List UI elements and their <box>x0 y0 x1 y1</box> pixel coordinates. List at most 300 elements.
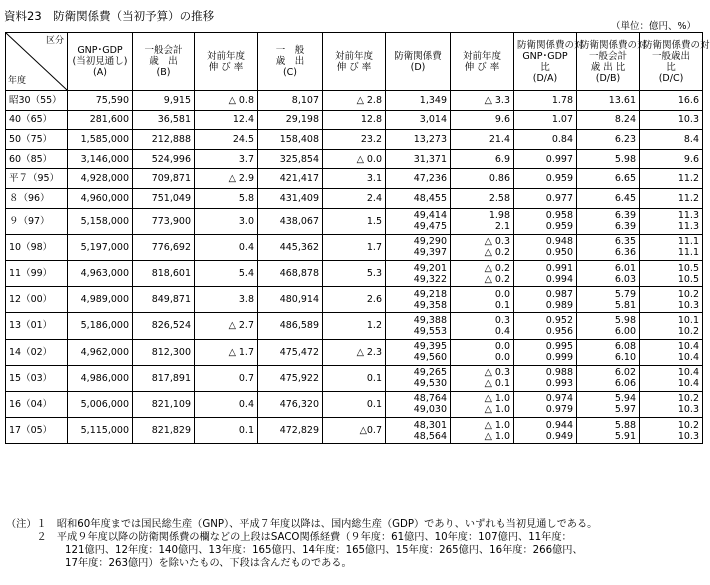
ratio-genexp-cell <box>640 149 703 169</box>
general-rate-cell: 24.5 <box>195 130 258 150</box>
cell-value: 0.974 <box>545 393 573 405</box>
cell-value: 49,414 <box>413 210 447 222</box>
general-expenditure-cell: 468,878 <box>258 260 323 286</box>
gnp-cell: 5,186,000 <box>68 313 133 339</box>
header-text: (B) <box>156 67 171 78</box>
ratio-gnp-cell <box>514 287 577 313</box>
cell-value: 10.5 <box>677 262 699 274</box>
cell-value: 5.81 <box>614 299 636 311</box>
ratio-gnp-cell <box>514 260 577 286</box>
header-row <box>6 33 703 91</box>
year-cell: 16（04） <box>6 391 68 417</box>
header-text: GNP･GDP <box>77 45 123 56</box>
gnp-cell: 3,146,000 <box>68 149 133 169</box>
defense-cell <box>386 91 451 111</box>
cell-value: 11.1 <box>677 236 699 248</box>
ratio-genexp-cell <box>640 365 703 391</box>
general-expenditure-cell: 421,417 <box>258 169 323 189</box>
defense-cell <box>386 208 451 234</box>
cell-value: 16.6 <box>677 94 699 106</box>
ratio-general-cell <box>577 234 640 260</box>
table-row <box>6 130 703 150</box>
gnp-cell: 4,986,000 <box>68 365 133 391</box>
defense-cell <box>386 313 451 339</box>
ratio-gnp-cell <box>514 188 577 208</box>
ratio-gnp-cell <box>514 169 577 189</box>
cell-value: 5.94 <box>614 393 636 405</box>
gen-exp-rate-cell: 5.3 <box>323 260 386 286</box>
general-expenditure-cell: 472,829 <box>258 418 323 444</box>
ratio-general-cell <box>577 339 640 365</box>
header-text: 比 <box>540 61 550 73</box>
cell-value: 0.991 <box>545 262 573 274</box>
year-cell: 昭30（55） <box>6 91 68 111</box>
general-expenditure-cell: 475,472 <box>258 339 323 365</box>
defense-rate-cell <box>451 234 514 260</box>
cell-value: 8.4 <box>683 133 699 145</box>
defense-cell <box>386 188 451 208</box>
gen-exp-rate-cell: 1.5 <box>323 208 386 234</box>
general-expenditure-cell: 158,408 <box>258 130 323 150</box>
general-expenditure-cell: 431,409 <box>258 188 323 208</box>
cell-value: △ 1.0 <box>484 393 510 405</box>
header-text: (当初見通し) <box>72 56 128 67</box>
ratio-gnp-cell <box>514 418 577 444</box>
defense-rate-cell <box>451 149 514 169</box>
cell-value: 0.993 <box>545 378 573 390</box>
defense-cell <box>386 339 451 365</box>
header-text: 対前年度 <box>334 50 373 62</box>
defense-header <box>386 33 451 91</box>
general-account-cell: 826,524 <box>133 313 195 339</box>
year-cell: 13（01） <box>6 313 68 339</box>
defense-rate-cell <box>451 418 514 444</box>
table-row <box>6 365 703 391</box>
cell-value: △ 1.0 <box>484 404 510 416</box>
defense-cell <box>386 287 451 313</box>
header-text: 防衛関係費の対 <box>580 39 647 51</box>
ratio-general-cell <box>577 110 640 130</box>
cell-value: 0.0 <box>494 341 510 353</box>
header-text: 対前年度 <box>206 50 245 62</box>
header-text: 伸 び 率 <box>464 61 500 73</box>
cell-value: 0.994 <box>545 273 573 285</box>
general-rate-cell: 12.4 <box>195 110 258 130</box>
cell-value: 47,236 <box>413 173 447 185</box>
general-rate-header <box>195 33 258 91</box>
cell-value: 5.98 <box>614 153 636 165</box>
cell-value: 0.979 <box>545 404 573 416</box>
cell-value: 6.45 <box>614 192 636 204</box>
cell-value: 0.4 <box>494 325 510 337</box>
year-cell: 平７（95） <box>6 169 68 189</box>
cell-value: 31,371 <box>413 153 447 165</box>
cell-value: 9.6 <box>683 153 699 165</box>
ratio-general-cell <box>577 260 640 286</box>
cell-value: 6.03 <box>614 273 636 285</box>
general-account-cell: 776,692 <box>133 234 195 260</box>
general-account-cell: 9,915 <box>133 91 195 111</box>
general-rate-cell: 5.8 <box>195 188 258 208</box>
general-account-cell: 821,109 <box>133 391 195 417</box>
table-row <box>6 391 703 417</box>
cell-value: 10.4 <box>677 378 699 390</box>
cell-value: 0.999 <box>545 352 573 364</box>
cell-value: 2.58 <box>488 192 510 204</box>
general-rate-cell: 0.4 <box>195 391 258 417</box>
defense-rate-header <box>451 33 514 91</box>
general-expenditure-cell: 325,854 <box>258 149 323 169</box>
cell-value: 6.08 <box>614 341 636 353</box>
header-text: 防衛関係費の対 <box>643 39 710 51</box>
cell-value: 48,455 <box>413 192 447 204</box>
header-text: 歳 出 <box>149 56 178 67</box>
header-text: (A) <box>93 67 107 78</box>
defense-rate-cell <box>451 287 514 313</box>
gen-exp-rate-header <box>323 33 386 91</box>
cell-value: 49,265 <box>413 367 447 379</box>
ratio-general-cell <box>577 149 640 169</box>
cell-value: 6.23 <box>614 133 636 145</box>
corner-top-label: 区分 <box>45 36 64 46</box>
gen-exp-rate-cell: 12.8 <box>323 110 386 130</box>
cell-value: 10.3 <box>677 430 699 442</box>
ratio-genexp-cell <box>640 260 703 286</box>
cell-value: 0.987 <box>545 288 573 300</box>
general-account-cell: 773,900 <box>133 208 195 234</box>
ratio-general-cell <box>577 313 640 339</box>
defense-cell <box>386 365 451 391</box>
defense-cell <box>386 391 451 417</box>
cell-value: 49,218 <box>413 288 447 300</box>
gnp-cell: 4,960,000 <box>68 188 133 208</box>
cell-value: 6.39 <box>614 210 636 222</box>
cell-value: 6.01 <box>614 262 636 274</box>
table-row <box>6 169 703 189</box>
gnp-cell: 4,963,000 <box>68 260 133 286</box>
table-body <box>6 91 703 444</box>
general-account-header <box>133 33 195 91</box>
cell-value: 0.959 <box>545 221 573 233</box>
general-account-cell: 212,888 <box>133 130 195 150</box>
table-row <box>6 110 703 130</box>
general-rate-cell: △ 2.9 <box>195 169 258 189</box>
general-expenditure-header <box>258 33 323 91</box>
defense-rate-cell <box>451 260 514 286</box>
year-cell: 11（99） <box>6 260 68 286</box>
year-cell: 60（85） <box>6 149 68 169</box>
general-rate-cell: △ 1.7 <box>195 339 258 365</box>
ratio-gnp-cell <box>514 365 577 391</box>
table-row <box>6 418 703 444</box>
year-cell: 50（75） <box>6 130 68 150</box>
defense-rate-cell <box>451 391 514 417</box>
gnp-cell: 4,928,000 <box>68 169 133 189</box>
defense-rate-cell <box>451 130 514 150</box>
cell-value: 5.91 <box>614 430 636 442</box>
table-row <box>6 234 703 260</box>
cell-value: 0.944 <box>545 419 573 431</box>
general-rate-cell: 3.0 <box>195 208 258 234</box>
cell-value: 13,273 <box>413 133 447 145</box>
cell-value: 49,388 <box>413 314 447 326</box>
cell-value: 10.2 <box>677 325 699 337</box>
cell-value: 0.977 <box>545 192 573 204</box>
general-rate-cell: △ 0.8 <box>195 91 258 111</box>
header-text: 一般会計 <box>144 45 183 56</box>
defense-rate-cell <box>451 339 514 365</box>
cell-value: 49,397 <box>413 247 447 259</box>
ratio-general-header <box>577 33 647 91</box>
defense-rate-cell <box>451 91 514 111</box>
cell-value: 0.988 <box>545 367 573 379</box>
header-text: (D/B) <box>595 72 621 84</box>
cell-value: 10.4 <box>677 352 699 364</box>
cell-value: 5.97 <box>614 404 636 416</box>
defense-rate-cell <box>451 365 514 391</box>
header-text: 一般歳出 <box>651 50 690 62</box>
corner-header <box>6 33 68 91</box>
cell-value: 13.61 <box>608 94 636 106</box>
cell-value: △ 0.1 <box>484 378 510 390</box>
ratio-genexp-cell <box>640 169 703 189</box>
cell-value: 0.949 <box>545 430 573 442</box>
footnotes <box>6 518 702 570</box>
ratio-genexp-cell <box>640 130 703 150</box>
note-line: 121億円、12年度：140億円、13年度：165億円、14年度：165億円、15年度：265億円、16年度：266億円、 <box>65 545 583 556</box>
ratio-general-cell <box>577 418 640 444</box>
ratio-general-cell <box>577 208 640 234</box>
ratio-gnp-cell <box>514 110 577 130</box>
cell-value: △ 0.3 <box>484 236 510 248</box>
cell-value: 11.2 <box>677 173 699 185</box>
header-text: 比 <box>666 61 676 73</box>
cell-value: 6.9 <box>494 153 510 165</box>
cell-value: 6.36 <box>614 247 636 259</box>
general-expenditure-cell: 480,914 <box>258 287 323 313</box>
table-row <box>6 91 703 111</box>
cell-value: 0.948 <box>545 236 573 248</box>
header-text: GNP･GDP <box>522 50 568 62</box>
table-row <box>6 339 703 365</box>
general-account-cell: 709,871 <box>133 169 195 189</box>
header-text: (C) <box>282 67 298 78</box>
general-account-cell: 36,581 <box>133 110 195 130</box>
cell-value: 0.952 <box>545 314 573 326</box>
gnp-cell: 5,115,000 <box>68 418 133 444</box>
general-expenditure-cell: 475,922 <box>258 365 323 391</box>
ratio-genexp-cell <box>640 208 703 234</box>
cell-value: 10.1 <box>677 314 699 326</box>
ratio-genexp-cell <box>640 110 703 130</box>
gnp-cell: 5,006,000 <box>68 391 133 417</box>
defense-cell <box>386 169 451 189</box>
cell-value: 0.950 <box>545 247 573 259</box>
table-row <box>6 287 703 313</box>
cell-value: 10.2 <box>677 393 699 405</box>
gen-exp-rate-cell: 3.1 <box>323 169 386 189</box>
year-cell: 10（98） <box>6 234 68 260</box>
cell-value: △ 3.3 <box>484 94 510 106</box>
cell-value: 49,530 <box>413 378 447 390</box>
cell-value: 10.2 <box>677 288 699 300</box>
defense-cell <box>386 149 451 169</box>
general-rate-cell: 3.8 <box>195 287 258 313</box>
cell-value: 49,201 <box>413 262 447 274</box>
gnp-cell: 4,962,000 <box>68 339 133 365</box>
general-account-cell: 812,300 <box>133 339 195 365</box>
header-text: 一 般 <box>275 45 305 56</box>
note-line: 17年度：263億円）を除いたもの、下段は含んだものである。 <box>65 558 352 569</box>
header-text: 伸 び 率 <box>208 61 244 73</box>
cell-value: 6.02 <box>614 367 636 379</box>
cell-value: 0.0 <box>494 288 510 300</box>
cell-value: 6.35 <box>614 236 636 248</box>
cell-value: 5.98 <box>614 314 636 326</box>
general-rate-cell: 3.7 <box>195 149 258 169</box>
cell-value: 48,564 <box>413 430 447 442</box>
general-expenditure-cell: 445,362 <box>258 234 323 260</box>
cell-value: 48,301 <box>413 419 447 431</box>
gen-exp-rate-cell: 2.4 <box>323 188 386 208</box>
gen-exp-rate-cell: 1.7 <box>323 234 386 260</box>
gen-exp-rate-cell: △0.7 <box>323 418 386 444</box>
ratio-gnp-cell <box>514 91 577 111</box>
cell-value: 21.4 <box>488 133 510 145</box>
cell-value: 6.65 <box>614 173 636 185</box>
cell-value: △ 1.0 <box>484 430 510 442</box>
cell-value: 8.24 <box>614 114 636 126</box>
page-title: 資料23 防衛関係費（当初予算）の推移 <box>4 9 215 23</box>
cell-value: 49,553 <box>413 325 447 337</box>
defense-rate-cell <box>451 188 514 208</box>
cell-value: △ 0.2 <box>484 247 510 259</box>
cell-value: 0.989 <box>545 299 573 311</box>
cell-value: 11.1 <box>677 247 699 259</box>
table-row <box>6 149 703 169</box>
cell-value: 0.0 <box>494 352 510 364</box>
header-text: (D/A) <box>532 72 558 84</box>
note-line: （注）１ 昭和60年度までは国民総生産（GNP）、平成７年度以降は、国内総生産（GDP）であり、いずれも当初見通しである。 <box>6 519 598 530</box>
general-expenditure-cell: 8,107 <box>258 91 323 111</box>
cell-value: 0.959 <box>545 173 573 185</box>
general-rate-cell: 0.4 <box>195 234 258 260</box>
year-cell: 12（00） <box>6 287 68 313</box>
table-row <box>6 188 703 208</box>
cell-value: 49,322 <box>413 273 447 285</box>
general-rate-cell: 5.4 <box>195 260 258 286</box>
table-row <box>6 313 703 339</box>
general-rate-cell: 0.7 <box>195 365 258 391</box>
cell-value: 0.956 <box>545 325 573 337</box>
cell-value: 10.3 <box>677 114 699 126</box>
defense-cell <box>386 130 451 150</box>
gnp-cell: 4,989,000 <box>68 287 133 313</box>
ratio-genexp-cell <box>640 234 703 260</box>
cell-value: 6.06 <box>614 378 636 390</box>
cell-value: △ 1.0 <box>484 419 510 431</box>
defense-rate-cell <box>451 169 514 189</box>
year-cell: 17（05） <box>6 418 68 444</box>
unit-label: （単位：億円、%） <box>610 21 696 32</box>
general-expenditure-cell: 29,198 <box>258 110 323 130</box>
defense-cell <box>386 234 451 260</box>
header-text: 歳 出 比 <box>590 61 626 73</box>
cell-value: 9.6 <box>494 114 510 126</box>
gen-exp-rate-cell: 0.1 <box>323 391 386 417</box>
header-text: 防衛関係費 <box>394 50 442 62</box>
defense-cell <box>386 418 451 444</box>
cell-value: 49,358 <box>413 299 447 311</box>
gen-exp-rate-cell: 0.1 <box>323 365 386 391</box>
ratio-general-cell <box>577 130 640 150</box>
corner-bottom-label: 年度 <box>8 76 27 86</box>
header-text: (D/C) <box>658 72 684 84</box>
defense-cell <box>386 110 451 130</box>
cell-value: 11.2 <box>677 192 699 204</box>
year-cell: 15（03） <box>6 365 68 391</box>
cell-value: 0.86 <box>488 173 510 185</box>
gen-exp-rate-cell: △ 0.0 <box>323 149 386 169</box>
cell-value: 49,395 <box>413 341 447 353</box>
gen-exp-rate-cell: 2.6 <box>323 287 386 313</box>
table-row <box>6 260 703 286</box>
general-account-cell: 524,996 <box>133 149 195 169</box>
gen-exp-rate-cell: 23.2 <box>323 130 386 150</box>
gnp-cell: 75,590 <box>68 91 133 111</box>
ratio-general-cell <box>577 91 640 111</box>
general-account-cell: 751,049 <box>133 188 195 208</box>
defense-cell <box>386 260 451 286</box>
defense-rate-cell <box>451 208 514 234</box>
gnp-cell: 281,600 <box>68 110 133 130</box>
cell-value: 0.3 <box>494 314 510 326</box>
cell-value: 6.10 <box>614 352 636 364</box>
cell-value: 0.84 <box>551 133 573 145</box>
gen-exp-rate-cell: △ 2.3 <box>323 339 386 365</box>
cell-value: 0.958 <box>545 210 573 222</box>
ratio-gnp-cell <box>514 391 577 417</box>
ratio-gnp-cell <box>514 313 577 339</box>
ratio-gnp-cell <box>514 208 577 234</box>
ratio-genexp-cell <box>640 287 703 313</box>
ratio-gnp-cell <box>514 234 577 260</box>
cell-value: 10.2 <box>677 419 699 431</box>
cell-value: 49,030 <box>413 404 447 416</box>
cell-value: 5.79 <box>614 288 636 300</box>
gnp-cell: 5,197,000 <box>68 234 133 260</box>
general-account-cell: 818,601 <box>133 260 195 286</box>
cell-value: 11.3 <box>677 221 699 233</box>
ratio-genexp-cell <box>640 391 703 417</box>
ratio-general-cell <box>577 188 640 208</box>
cell-value: 10.5 <box>677 273 699 285</box>
ratio-genexp-cell <box>640 339 703 365</box>
cell-value: 0.995 <box>545 341 573 353</box>
ratio-gnp-cell <box>514 339 577 365</box>
ratio-genexp-header <box>640 33 710 91</box>
header-text: 防衛関係費の対 <box>517 39 584 51</box>
cell-value: 6.00 <box>614 325 636 337</box>
header-text: 対前年度 <box>462 50 501 62</box>
ratio-gnp-header <box>514 33 584 91</box>
general-rate-cell: 0.1 <box>195 418 258 444</box>
general-account-cell: 849,871 <box>133 287 195 313</box>
year-cell: 40（65） <box>6 110 68 130</box>
ratio-general-cell <box>577 391 640 417</box>
ratio-gnp-cell <box>514 130 577 150</box>
general-account-cell: 821,829 <box>133 418 195 444</box>
